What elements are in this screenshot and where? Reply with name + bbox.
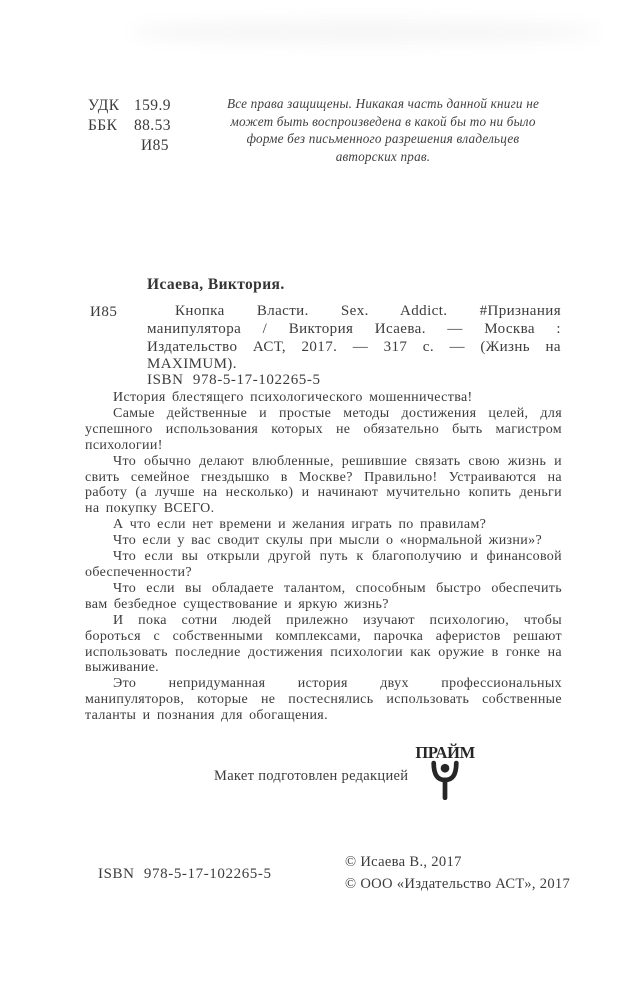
bbk-row [88, 116, 171, 136]
annotation-paragraph: Самые действенные и простые методы достижения целей, для успешного использования которых не обязательно быть магистром психологии! [85, 405, 562, 453]
bbk-label: ББК [88, 117, 118, 134]
annotation-paragraph: История блестящего психологического мошенничества! [113, 390, 473, 405]
udk-label: УДК [88, 97, 120, 114]
annotation-paragraph: Что если вы открыли другой путь к благополучию и финансовой обеспеченности? [85, 549, 562, 580]
classification-block [88, 96, 171, 156]
author-code-row [88, 136, 171, 156]
annotation-paragraph: Это непридуманная история двух профессиональных манипуляторов, которые не постеснялись использовать собственные таланты и познания для обогащения. [85, 676, 562, 724]
scan-artifact [130, 20, 600, 44]
annotation-paragraph: И пока сотни людей прилежно изучают психологию, чтобы бороться с собственными комплексами, парочка аферистов решают использовать последние достижения психологии как оружие в гонке на выживание. [85, 612, 562, 676]
prime-publisher-logo [415, 745, 475, 805]
copyright-publisher: © ООО «Издательство АСТ», 2017 [345, 876, 571, 892]
bibliographic-block [90, 303, 562, 374]
copyright-author: © Исаева В., 2017 [345, 854, 462, 870]
author-code-spacer [88, 136, 134, 156]
author-heading: Исаева, Виктория. [147, 276, 285, 293]
imprint-row [214, 745, 475, 805]
annotation-paragraph: Что обычно делают влюбленные, решившие связать свою жизнь и свить семейное гнездышко в Москве? Правильно! Устраиваются на работу (а лучше на несколько) и начинают мучительно копить деньги на покупку ВСЕГО. [85, 453, 562, 517]
udk-row [88, 96, 171, 116]
annotation-paragraph: А что если нет времени и желания играть по правилам? [113, 517, 487, 533]
prime-logo-wordmark: ПРАЙМ [415, 743, 475, 762]
author-code: И85 [141, 137, 169, 154]
bibliographic-code: И85 [90, 304, 118, 320]
isbn-top: ISBN 978-5-17-102265-5 [147, 372, 321, 388]
prime-logo-psi-figure-icon [429, 760, 461, 805]
bibliographic-description: Кнопка Власти. Sex. Addict. #Признания манипулятора / Виктория Исаева. — Москва : Издательство АСТ, 2017. — 317 с. — (Жизнь на MAXIMUM). [147, 303, 561, 373]
rights-reserved-note: Все права защищены. Никакая часть данной книги не может быть воспроизведена в какой бы то ни было форме без письменного разрешения владельцев авторских прав. [226, 96, 540, 164]
annotation-paragraph: Что если вы обладаете талантом, способным быстро обеспечить вам безбедное существование и яркую жизнь? [85, 580, 562, 612]
udk-value: 159.9 [134, 97, 171, 114]
bbk-value: 88.53 [134, 117, 171, 134]
copyright-block [345, 851, 570, 895]
annotation-block [85, 390, 562, 724]
imprint-text: Макет подготовлен редакцией [214, 768, 409, 784]
isbn-bottom: ISBN 978-5-17-102265-5 [98, 866, 272, 882]
annotation-paragraph: Что если у вас сводит скулы при мысли о «нормальной жизни»? [113, 533, 543, 549]
